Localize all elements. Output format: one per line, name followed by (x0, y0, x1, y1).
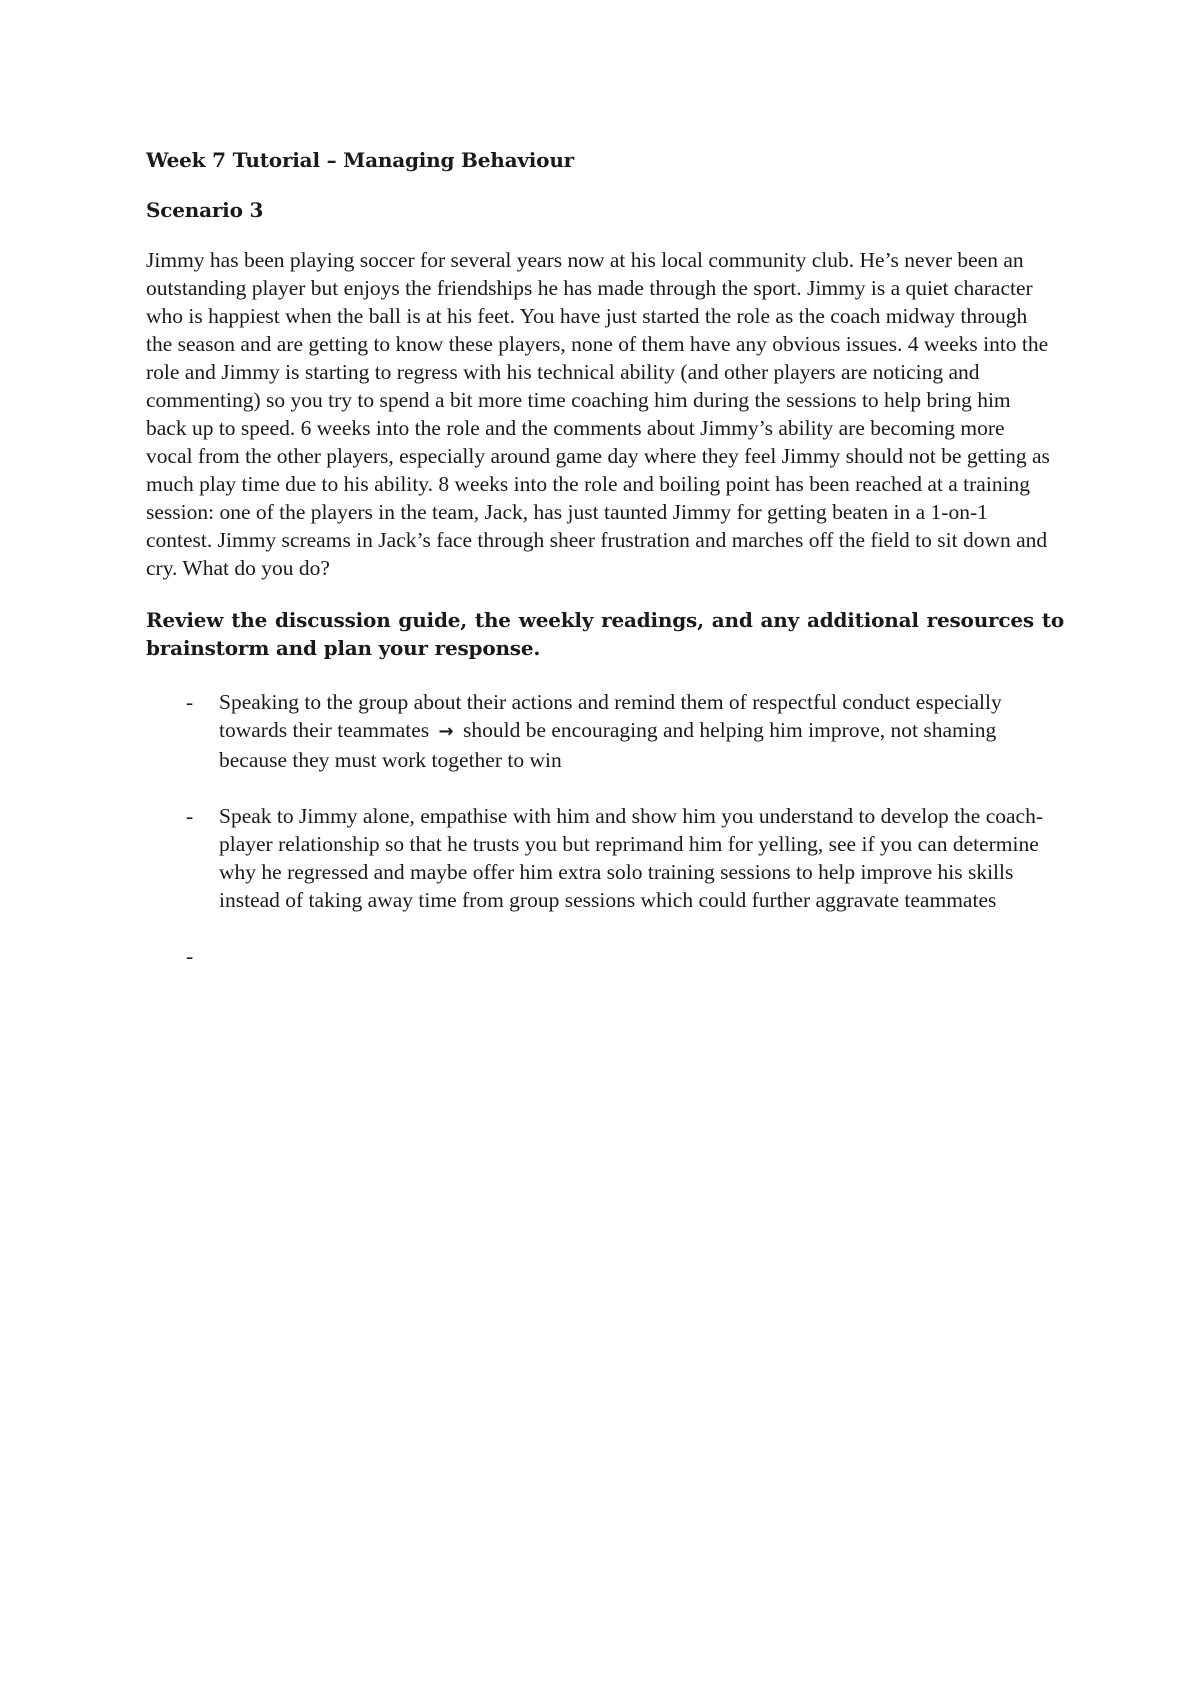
document-content (146, 146, 1064, 970)
scenario-heading: Scenario 3 (146, 198, 264, 222)
bullet-text-part-1: Speaking to the group about their actions and remind them of respectful conduct especially towards their teammates (219, 690, 1002, 742)
scenario-description: Jimmy has been playing soccer for several years now at his local community club. He’s never been an outstanding player but enjoys the friendships he has made through the sport. Jimmy is a quiet character who is happiest when the ball is at his feet. You have just started the role as the coach midway through the season and are getting to know these players, none of them have any obvious issues. 4 weeks into the role and Jimmy is starting to regress with his technical ability (and other players are noticing and commenting) so you try to spend a bit more time coaching him during the sessions to help bring him back up to speed. 6 weeks into the role and the comments about Jimmy’s ability are becoming more vocal from the other players, especially around game day where they feel Jimmy should not be getting as much play time due to his ability. 8 weeks into the role and boiling point has been reached at a training session: one of the players in the team, Jack, has just taunted Jimmy for getting beaten in a 1-on-1 contest. Jimmy screams in Jack’s face through sheer frustration and marches off the field to sit down and cry. What do you do? (146, 248, 1050, 580)
discussion-prompt: Review the discussion guide, the weekly readings, and any additional resources to brainstorm and plan your response. (146, 608, 1064, 660)
bullet-dash: - (186, 944, 194, 968)
response-bullet-list (146, 688, 1064, 970)
right-arrow-icon: → (438, 721, 454, 742)
bullet-text-part-2: should be encouraging and helping him improve, not shaming because they must work together to win (219, 718, 997, 772)
response-bullet-empty (146, 942, 1057, 970)
response-bullet-group-conduct (146, 688, 1057, 774)
bullet-dash: - (186, 690, 194, 714)
document-title: Week 7 Tutorial – Managing Behaviour (146, 148, 574, 172)
bullet-dash: - (186, 804, 194, 828)
response-bullet-speak-to-jimmy (146, 802, 1057, 914)
bullet-text: Speak to Jimmy alone, empathise with him and show him you understand to develop the coach-player relationship so that he trusts you but reprimand him for yelling, see if you can determine why he regressed and maybe offer him extra solo training sessions to help improve his skills instead of taking away time from group sessions which could further aggravate teammates (219, 804, 1044, 912)
